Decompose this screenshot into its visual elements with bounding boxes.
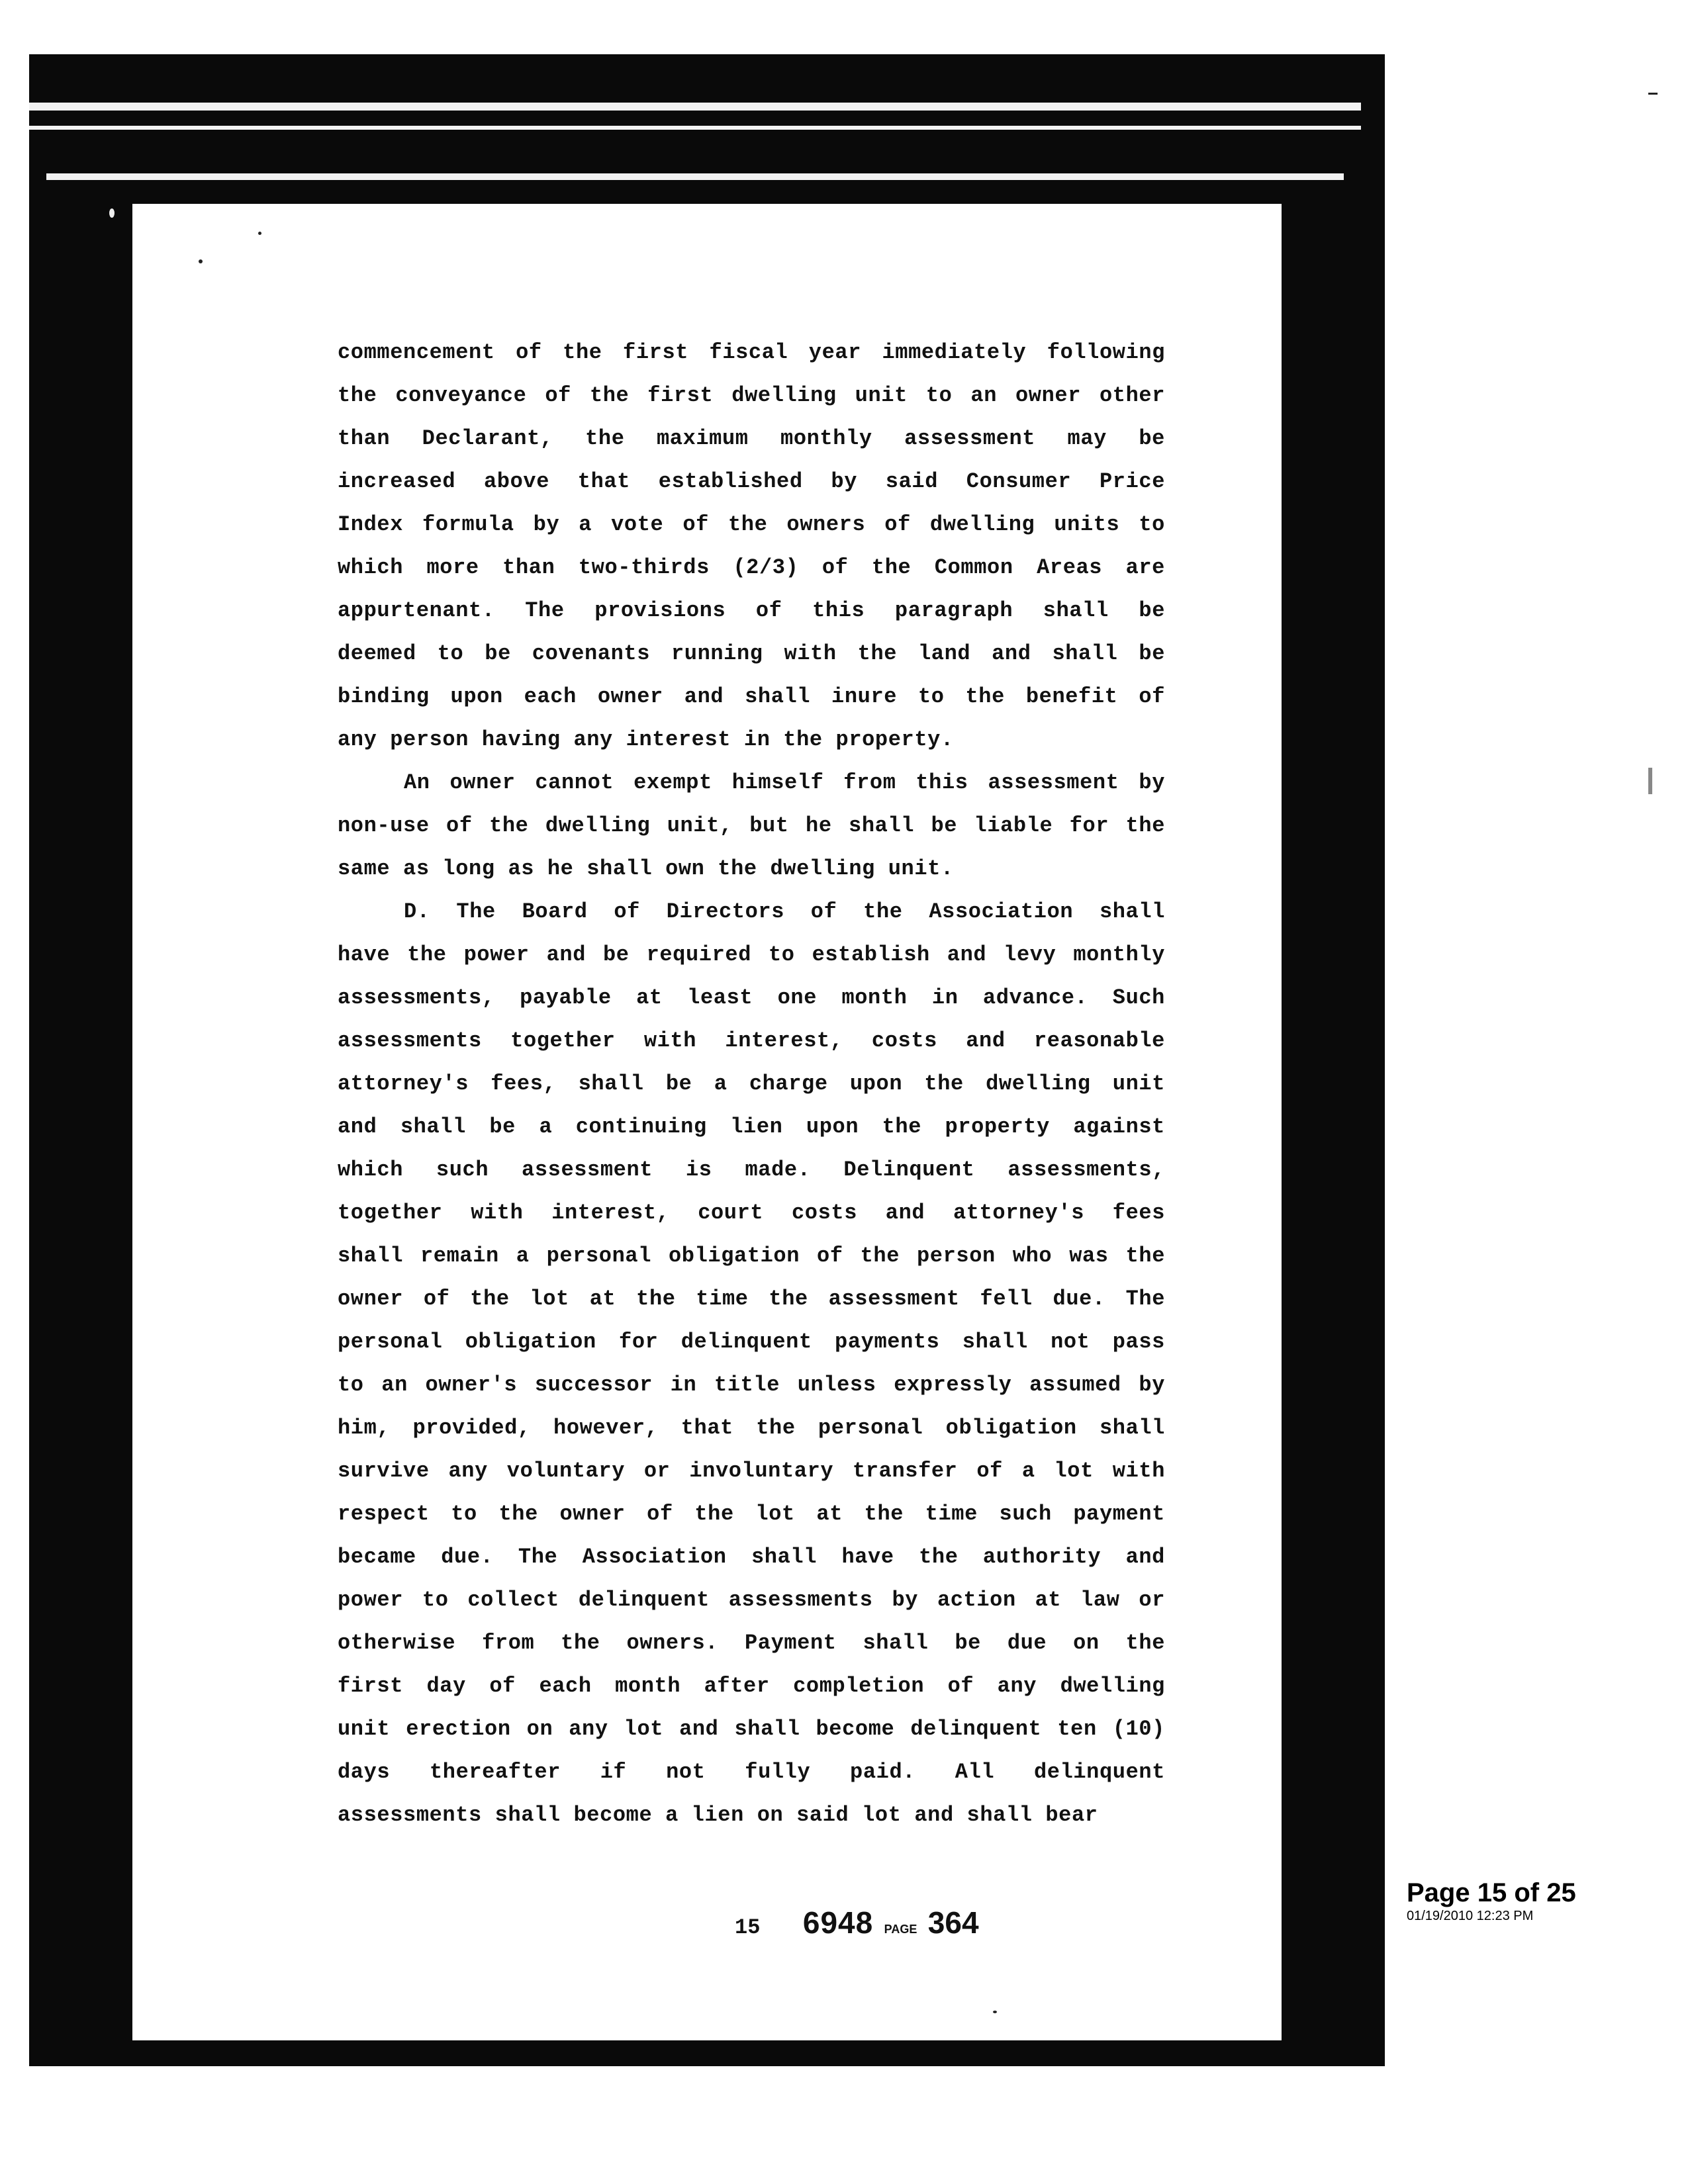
text-line: increased above that established by said Consumer Price [338,469,1165,494]
text-line: assessments, payable at least one month in advance. Such [338,985,1165,1010]
scan-stripe [46,173,1344,180]
print-timestamp: 01/19/2010 12:23 PM [1407,1909,1534,1923]
scan-stripe [29,103,1361,111]
text-line: commencement of the first fiscal year immediately following [338,340,1165,365]
text-line: together with interest, court costs and attorney's fees [338,1201,1165,1225]
scan-speck [1648,768,1652,794]
text-line: assessments shall become a lien on said lot and shall bear [338,1803,1098,1827]
page-counter: Page 15 of 25 [1407,1878,1576,1907]
scan-speck [109,208,115,218]
document-body [338,331,1165,1837]
scan-speck [199,259,203,263]
scan-speck [1648,93,1658,95]
text-line: power to collect delinquent assessments by action at law or [338,1588,1165,1612]
text-line: non-use of the dwelling unit, but he shall be liable for the [338,813,1165,838]
text-line: An owner cannot exempt himself from this assessment by [404,770,1165,795]
page-label: PAGE [884,1923,917,1936]
text-line: assessments together with interest, costs and reasonable [338,1028,1165,1053]
book-number: 6948 [802,1905,874,1940]
text-line: survive any voluntary or involuntary transfer of a lot with [338,1459,1165,1483]
scan-stripe [29,126,1361,130]
text-line: shall remain a personal obligation of the person who was the [338,1244,1165,1268]
text-line: unit erection on any lot and shall become delinquent ten (10) [338,1717,1165,1741]
text-line: which such assessment is made. Delinquent assessments, [338,1158,1165,1182]
recording-page-number: 364 [927,1905,979,1940]
scan-speck [993,2011,997,2013]
text-line: him, provided, however, that the personal obligation shall [338,1416,1165,1440]
text-line: days thereafter if not fully paid. All delinquent [338,1760,1165,1784]
text-line: any person having any interest in the property. [338,727,954,752]
text-line: which more than two-thirds (2/3) of the Common Areas are [338,555,1165,580]
text-line: same as long as he shall own the dwelling unit. [338,856,954,881]
text-line: owner of the lot at the time the assessment fell due. The [338,1287,1165,1311]
text-line: binding upon each owner and shall inure to the benefit of [338,684,1165,709]
text-line: attorney's fees, shall be a charge upon the dwelling unit [338,1071,1165,1096]
text-line: appurtenant. The provisions of this paragraph shall be [338,598,1165,623]
text-line: first day of each month after completion of any dwelling [338,1674,1165,1698]
text-line: became due. The Association shall have the authority and [338,1545,1165,1569]
text-line: respect to the owner of the lot at the time such payment [338,1502,1165,1526]
text-line: and shall be a continuing lien upon the property against [338,1115,1165,1139]
text-line: otherwise from the owners. Payment shall be due on the [338,1631,1165,1655]
text-line: Index formula by a vote of the owners of dwelling units to [338,512,1165,537]
text-line: to an owner's successor in title unless expressly assumed by [338,1373,1165,1397]
text-line: than Declarant, the maximum monthly assessment may be [338,426,1165,451]
scan-speck [258,232,261,235]
page-number: 15 [735,1915,761,1940]
text-line: the conveyance of the first dwelling unit to an owner other [338,383,1165,408]
page-footer [735,1905,979,1940]
text-line: personal obligation for delinquent payments shall not pass [338,1330,1165,1354]
text-line: deemed to be covenants running with the land and shall be [338,641,1165,666]
text-line: D. The Board of Directors of the Association shall [404,899,1165,924]
text-line: have the power and be required to establish and levy monthly [338,942,1165,967]
page-counter-stamp [1407,1878,1576,1925]
